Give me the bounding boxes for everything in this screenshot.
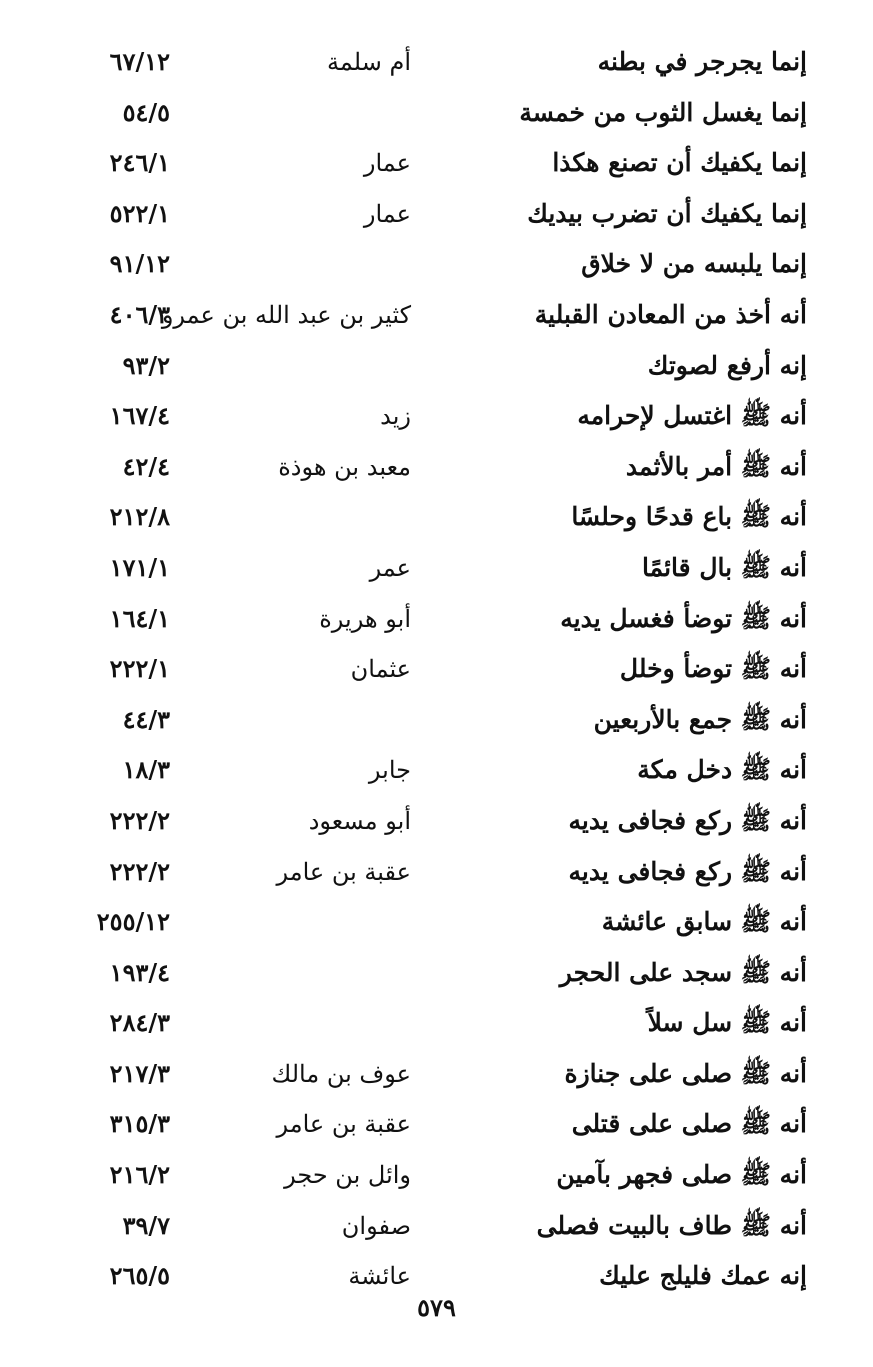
volume-page-reference: ١٩٣/٤ bbox=[109, 957, 170, 987]
volume-page-reference: ٢١٢/٨ bbox=[109, 502, 170, 532]
narrator-name: عمار bbox=[363, 149, 411, 178]
volume-page-reference: ٢٨٤/٣ bbox=[109, 1008, 170, 1038]
index-entry bbox=[0, 1100, 873, 1151]
volume-page-reference: ٢٦٥/٥ bbox=[109, 1261, 170, 1291]
volume-page-reference: ٣١٥/٣ bbox=[109, 1109, 170, 1139]
index-entry bbox=[0, 595, 873, 646]
page-number: ٥٧٩ bbox=[417, 1293, 456, 1322]
hadith-text: إنما يكفيك أن تصنع هكذا bbox=[552, 148, 807, 178]
index-entry bbox=[0, 797, 873, 848]
narrator-name: كثير بن عبد الله بن عمرو bbox=[161, 300, 411, 329]
hadith-text: أنه ﷺ اغتسل لإحرامه bbox=[577, 401, 807, 431]
hadith-text: إنما يجرجر في بطنه bbox=[597, 47, 807, 76]
volume-page-reference: ١٧١/١ bbox=[109, 552, 170, 582]
index-entry bbox=[0, 89, 873, 140]
volume-page-reference: ٢١٦/٢ bbox=[109, 1160, 170, 1190]
volume-page-reference: ٢٢٢/٢ bbox=[109, 805, 170, 835]
volume-page-reference: ١٦٤/١ bbox=[109, 603, 170, 633]
narrator-name: عمار bbox=[363, 199, 411, 228]
hadith-text: أنه ﷺ جمع بالأربعين bbox=[593, 704, 807, 734]
volume-page-reference: ٩١/١٢ bbox=[109, 249, 170, 279]
index-entry bbox=[0, 1202, 873, 1253]
hadith-text: أنه ﷺ أمر بالأثمد bbox=[625, 451, 807, 481]
narrator-name: عثمان bbox=[350, 655, 411, 684]
index-entry bbox=[0, 1050, 873, 1101]
hadith-text: أنه ﷺ توضأ فغسل يديه bbox=[560, 603, 807, 633]
hadith-text: أنه ﷺ بال قائمًا bbox=[642, 552, 807, 582]
narrator-name: معبد بن هوذة bbox=[278, 452, 411, 481]
volume-page-reference: ٤٢/٤ bbox=[122, 451, 170, 481]
index-entry bbox=[0, 999, 873, 1050]
hadith-text: أنه ﷺ صلى على قتلى bbox=[571, 1109, 807, 1139]
volume-page-reference: ٢١٧/٣ bbox=[109, 1058, 170, 1088]
volume-page-reference: ١٨/٣ bbox=[122, 755, 170, 785]
hadith-text: أنه أخذ من المعادن القبلية bbox=[534, 299, 807, 329]
hadith-text: أنه ﷺ توضأ وخلل bbox=[619, 654, 807, 684]
volume-page-reference: ٥٢٢/١ bbox=[109, 198, 170, 228]
volume-page-reference: ٢٥٥/١٢ bbox=[96, 907, 170, 937]
index-entry bbox=[0, 949, 873, 1000]
volume-page-reference: ٤٠٦/٣ bbox=[109, 299, 170, 329]
narrator-name: جابر bbox=[368, 756, 411, 785]
hadith-text: أنه ﷺ دخل مكة bbox=[637, 755, 807, 785]
narrator-name: أبو مسعود bbox=[308, 806, 411, 835]
narrator-name: زيد bbox=[380, 402, 411, 431]
volume-page-reference: ٣٩/٧ bbox=[122, 1210, 170, 1240]
volume-page-reference: ١٦٧/٤ bbox=[109, 401, 170, 431]
narrator-name: عمر bbox=[369, 553, 411, 582]
hadith-text: إنما يلبسه من لا خلاق bbox=[581, 249, 807, 279]
hadith-text: أنه ﷺ صلى على جنازة bbox=[564, 1058, 807, 1088]
hadith-text: أنه ﷺ ركع فجافى يديه bbox=[568, 856, 807, 886]
index-entry bbox=[0, 493, 873, 544]
hadith-text: إنما يغسل الثوب من خمسة bbox=[519, 97, 807, 127]
index-entry bbox=[0, 848, 873, 899]
hadith-text: أنه ﷺ سجد على الحجر bbox=[559, 957, 807, 987]
index-entry bbox=[0, 1151, 873, 1202]
narrator-name: عائشة bbox=[348, 1262, 411, 1291]
index-entry bbox=[0, 696, 873, 747]
index-entry bbox=[0, 291, 873, 342]
narrator-name: وائل بن حجر bbox=[284, 1161, 411, 1190]
volume-page-reference: ٥٤/٥ bbox=[122, 97, 170, 127]
hadith-index-list bbox=[0, 38, 873, 1303]
narrator-name: عقبة بن عامر bbox=[276, 857, 411, 886]
volume-page-reference: ٤٤/٣ bbox=[122, 704, 170, 734]
index-entry bbox=[0, 443, 873, 494]
index-entry bbox=[0, 38, 873, 89]
hadith-text: أنه ﷺ صلى فجهر بآمين bbox=[556, 1160, 807, 1190]
volume-page-reference: ٢٢٢/١ bbox=[109, 654, 170, 684]
index-entry bbox=[0, 746, 873, 797]
hadith-text: أنه ﷺ سابق عائشة bbox=[601, 907, 807, 937]
volume-page-reference: ٩٣/٢ bbox=[122, 350, 170, 380]
narrator-name: أبو هريرة bbox=[319, 604, 411, 633]
index-entry bbox=[0, 240, 873, 291]
narrator-name: صفوان bbox=[341, 1211, 411, 1240]
hadith-text: إنه عمك فليلج عليك bbox=[599, 1261, 807, 1291]
hadith-text: إنه أرفع لصوتك bbox=[647, 350, 807, 380]
hadith-text: إنما يكفيك أن تضرب بيديك bbox=[527, 198, 807, 228]
index-entry bbox=[0, 544, 873, 595]
narrator-name: أم سلمة bbox=[327, 48, 411, 76]
index-entry bbox=[0, 342, 873, 393]
hadith-text: أنه ﷺ باع قدحًا وحلسًا bbox=[571, 502, 807, 532]
index-entry bbox=[0, 898, 873, 949]
hadith-text: أنه ﷺ سل سلاً bbox=[647, 1008, 807, 1038]
index-entry bbox=[0, 392, 873, 443]
narrator-name: عوف بن مالك bbox=[271, 1059, 411, 1088]
hadith-text: أنه ﷺ ركع فجافى يديه bbox=[568, 805, 807, 835]
hadith-text: أنه ﷺ طاف بالبيت فصلى bbox=[536, 1210, 807, 1240]
narrator-name: عقبة بن عامر bbox=[276, 1110, 411, 1139]
volume-page-reference: ٢٢٢/٢ bbox=[109, 856, 170, 886]
index-entry bbox=[0, 139, 873, 190]
index-entry bbox=[0, 190, 873, 241]
volume-page-reference: ٦٧/١٢ bbox=[109, 47, 170, 76]
index-entry bbox=[0, 645, 873, 696]
volume-page-reference: ٢٤٦/١ bbox=[109, 148, 170, 178]
